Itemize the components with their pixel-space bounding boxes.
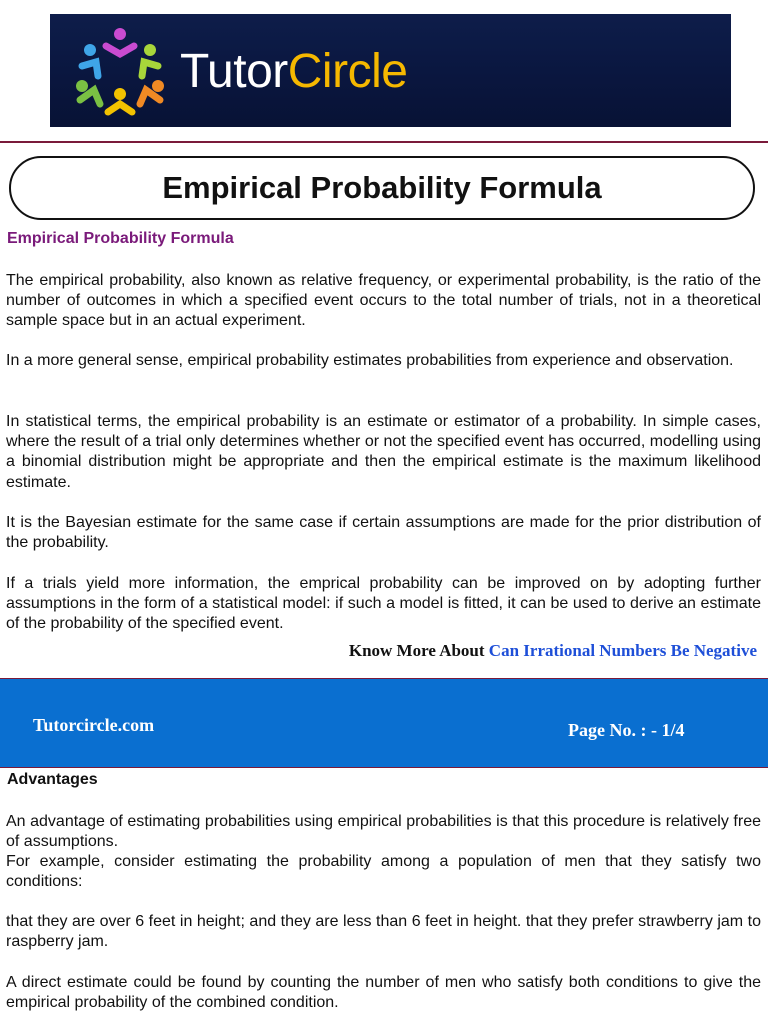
section-heading: Empirical Probability Formula (7, 230, 234, 247)
paragraph-definition: The empirical probability, also known as relative frequency, or experimental probability, is the ratio of the number of outcomes in which a specified event occurs to the total number of trials, not in a theoretical sample space but in an actual experiment. (6, 272, 761, 330)
advantages-paragraph: that they are over 6 feet in height; and they are less than 6 feet in height. that they prefer strawberry jam to raspberry jam. (6, 913, 761, 951)
advantages-heading: Advantages (7, 771, 98, 788)
header-banner (50, 14, 731, 127)
page-title: Empirical Probability Formula (9, 156, 755, 220)
paragraph-general-sense: In a more general sense, empirical probability estimates probabilities from experience and observation. (6, 352, 734, 369)
paragraph-statistical-model: If a trials yield more information, the emprical probability can be improved on by adopting further assumptions in the form of a statistical model: if such a model is fitted, it can be used to derive an estimate of the probability of the specified event. (6, 575, 761, 633)
footer-page-number: Page No. : - 1/4 (568, 720, 685, 740)
people-circle-logo-icon (70, 24, 170, 116)
know-more-prefix: Know More About (348, 641, 489, 660)
paragraph-statistical-terms: In statistical terms, the empirical probability is an estimate or estimator of a probability. In simple cases, where the result of a trial only determines whether or not the specified event has occurred, modelling using a binomial distribution might be appropriate and then the empirical estimate is the maximum likelihood estimate. (6, 413, 761, 491)
know-more-line (349, 641, 757, 661)
footer-site-name: Tutorcircle.com (33, 715, 155, 735)
advantages-paragraph: A direct estimate could be found by counting the number of men who satisfy both conditions to give the empirical probability of the combined condition. (6, 974, 761, 1012)
header-divider (0, 141, 768, 143)
know-more-link[interactable]: Can Irrational Numbers Be Negative (488, 641, 757, 660)
brand-wordmark (180, 44, 407, 100)
advantages-paragraph: For example, consider estimating the probability among a population of men that they satisfy two conditions: (6, 853, 761, 891)
paragraph-bayesian: It is the Bayesian estimate for the same case if certain assumptions are made for the prior distribution of the probability. (6, 514, 761, 552)
brand-word-circle: Circle (287, 45, 408, 98)
advantages-paragraph: An advantage of estimating probabilities using empirical probabilities is that this procedure is relatively free of assumptions. (6, 813, 761, 851)
brand-word-tutor: Tutor (180, 45, 288, 98)
